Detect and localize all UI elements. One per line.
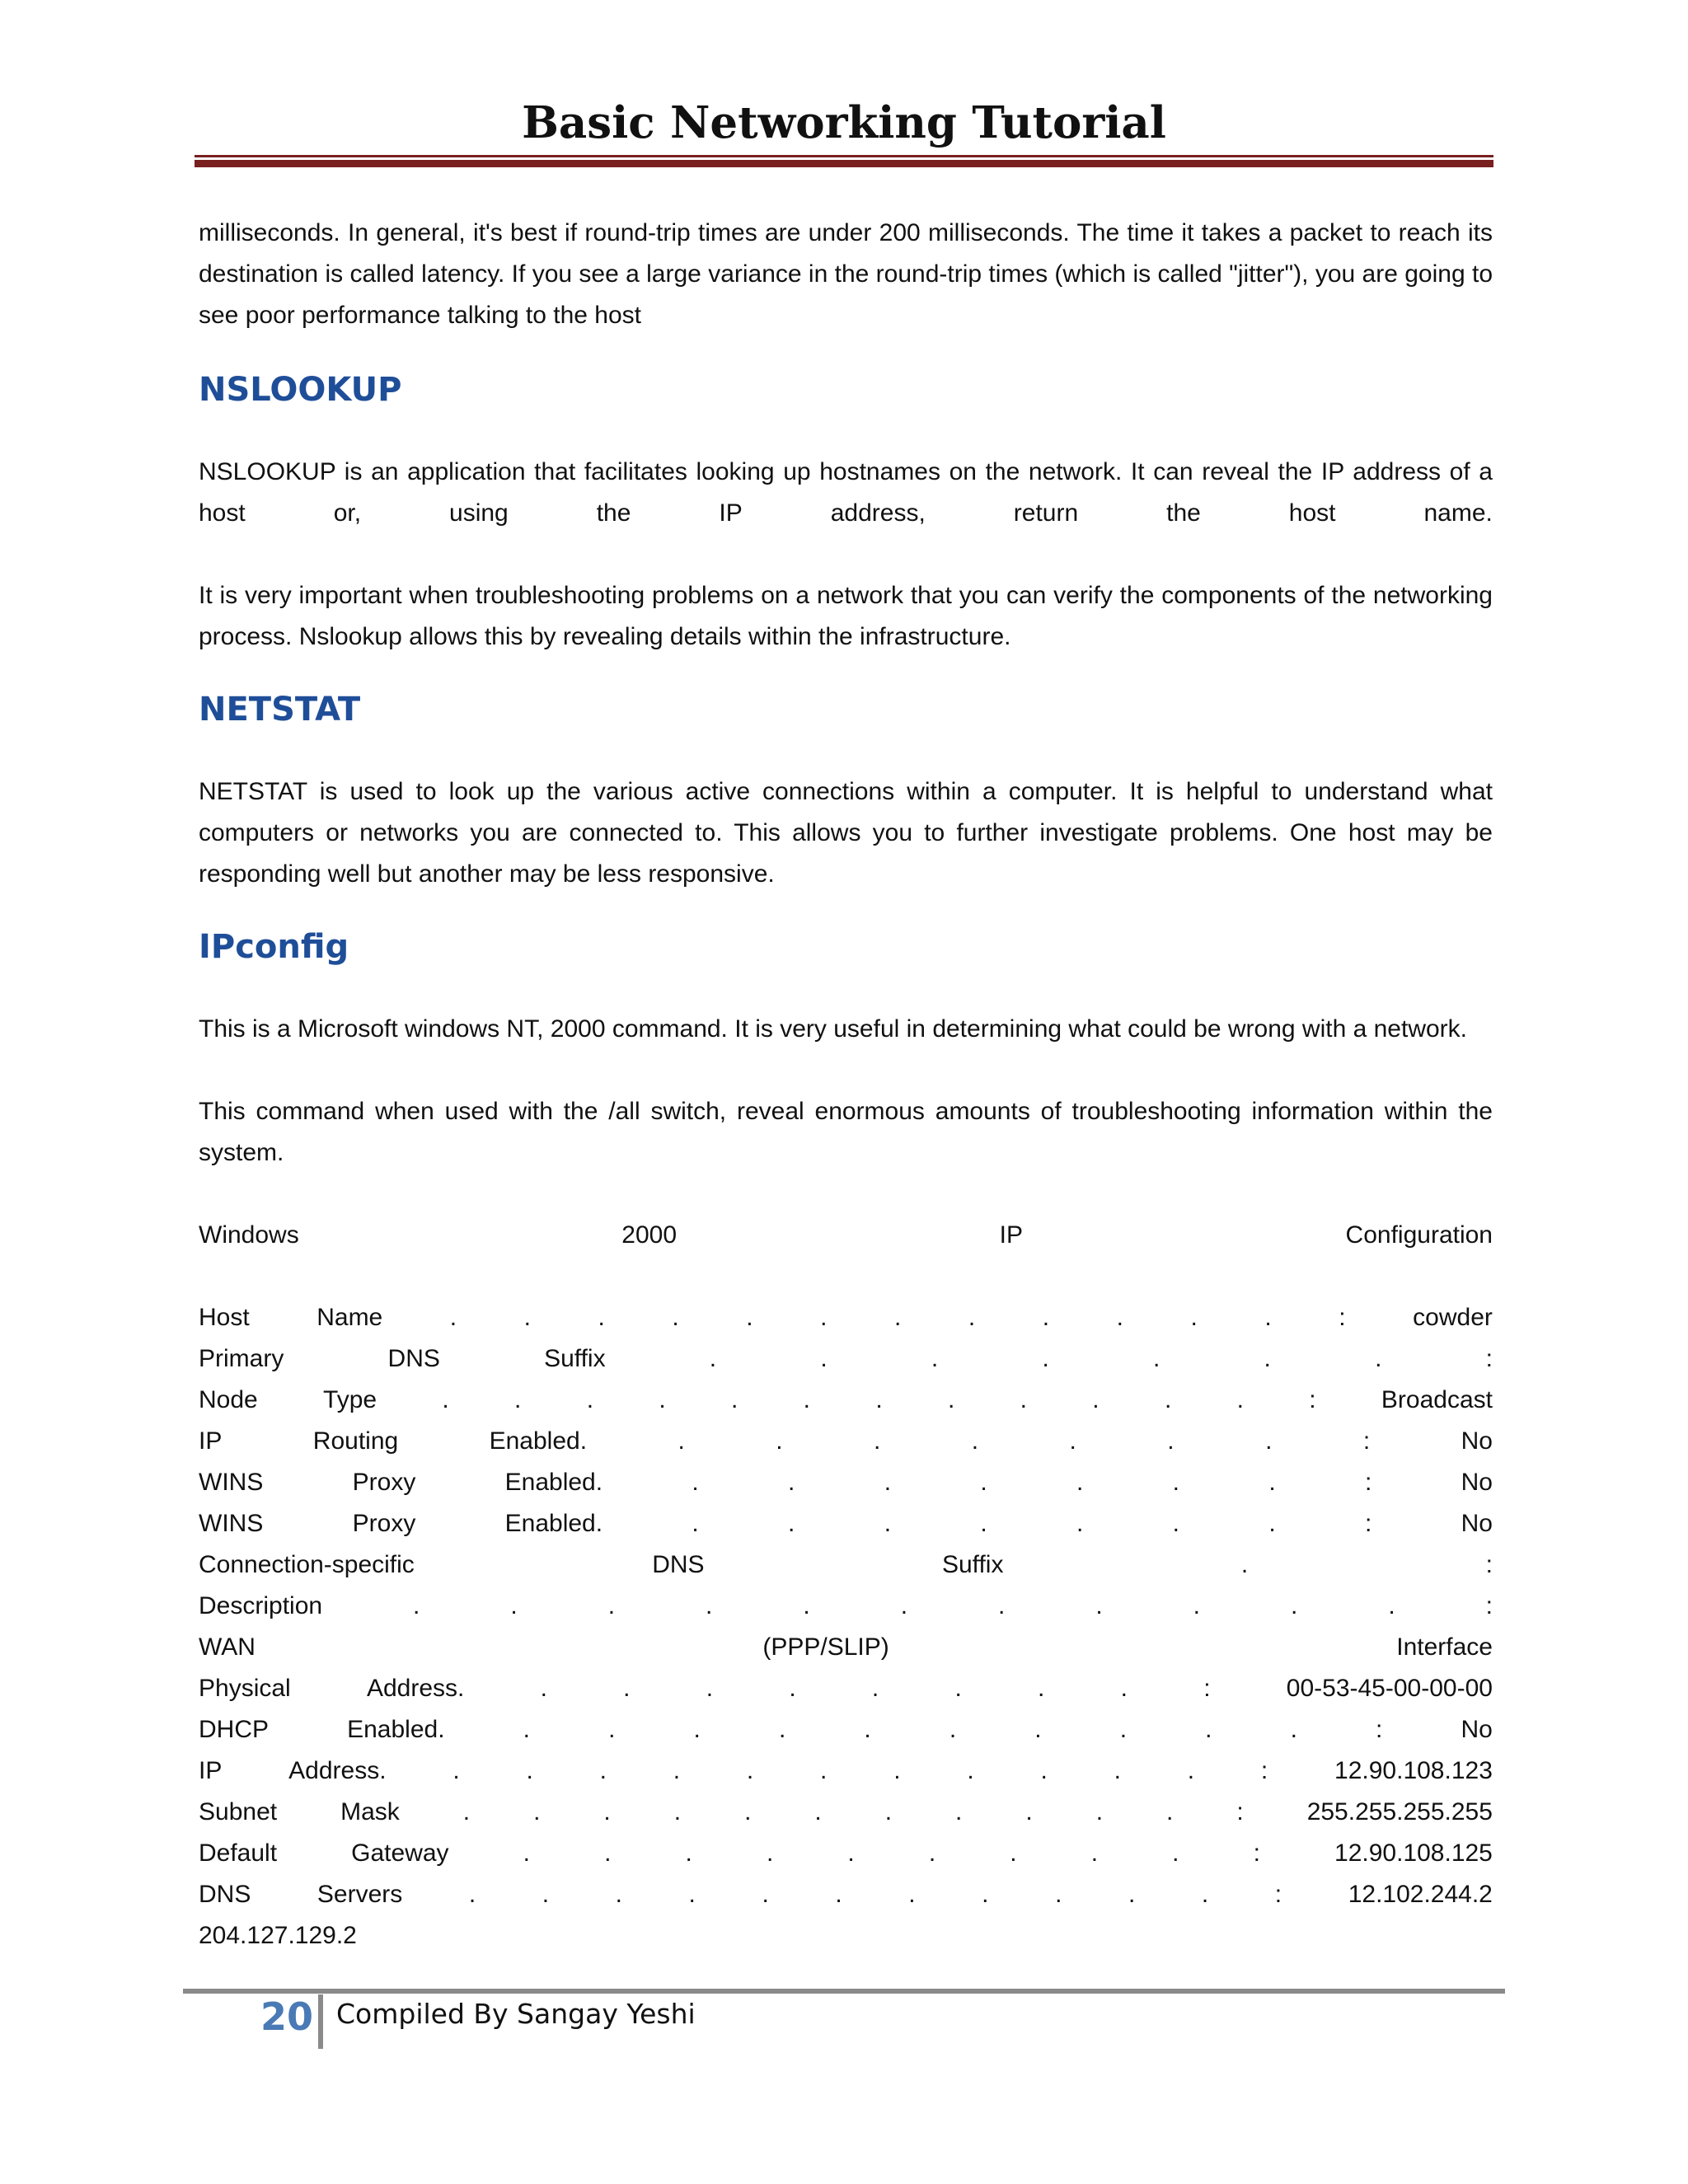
config-token: Host <box>199 1304 250 1331</box>
config-token: Suffix <box>941 1551 1004 1578</box>
config-token: Subnet <box>199 1798 278 1825</box>
config-row <box>199 1338 1493 1380</box>
config-token: . <box>688 1881 696 1908</box>
config-title-word: IP <box>999 1221 1023 1249</box>
config-token: . <box>659 1386 666 1413</box>
nslookup-word: IP <box>719 499 743 527</box>
nslookup-paragraph-2: It is very important when troubleshooting problems on a network that you can verify the components of the networking process. Nslookup allows this by revealing details within the infrastructure. <box>199 582 1493 650</box>
config-token: . <box>1055 1881 1062 1908</box>
config-token: . <box>788 1469 795 1496</box>
config-token: Proxy <box>352 1469 416 1496</box>
config-token: . <box>607 1592 616 1619</box>
config-token: . <box>673 1798 682 1825</box>
config-token: . <box>967 1757 974 1784</box>
config-token: . <box>623 1675 631 1702</box>
config-token: . <box>604 1840 612 1867</box>
config-token: . <box>820 1757 828 1784</box>
config-token: . <box>980 1510 987 1537</box>
config-token: No <box>1461 1510 1493 1537</box>
config-listing <box>199 1297 1493 1915</box>
config-token: : <box>1339 1304 1346 1331</box>
config-token: . <box>1038 1675 1045 1702</box>
config-token: Description <box>199 1592 323 1619</box>
config-token: . <box>510 1592 518 1619</box>
config-token: . <box>1025 1798 1033 1825</box>
nslookup-paragraph-1 <box>199 452 1493 534</box>
config-token: Physical <box>199 1675 291 1702</box>
config-token: . <box>980 1469 987 1496</box>
config-token: . <box>1240 1551 1249 1578</box>
config-token: . <box>1201 1881 1209 1908</box>
config-token: . <box>442 1386 449 1413</box>
config-token: . <box>540 1675 547 1702</box>
config-token: . <box>1076 1510 1084 1537</box>
config-token: . <box>1152 1345 1160 1372</box>
config-row <box>199 1586 1493 1627</box>
config-token: . <box>1268 1510 1276 1537</box>
nslookup-heading: NSLOOKUP <box>199 371 402 409</box>
config-token: . <box>1166 1798 1174 1825</box>
config-token: . <box>864 1716 871 1743</box>
config-token: . <box>1095 1592 1103 1619</box>
config-row <box>199 1380 1493 1421</box>
config-token: No <box>1461 1469 1493 1496</box>
config-row <box>199 1792 1493 1833</box>
config-token: . <box>608 1716 616 1743</box>
config-token: . <box>766 1840 774 1867</box>
config-row <box>199 1833 1493 1874</box>
config-token: . <box>803 1592 810 1619</box>
config-token: . <box>884 1798 893 1825</box>
config-token: . <box>1069 1427 1076 1455</box>
config-token: 12.90.108.123 <box>1334 1757 1493 1784</box>
nslookup-word: return <box>1013 499 1079 527</box>
config-token: . <box>523 1304 531 1331</box>
config-token: . <box>949 1716 957 1743</box>
config-row <box>199 1668 1493 1709</box>
config-row <box>199 1462 1493 1503</box>
config-token: Address. <box>288 1757 387 1784</box>
config-token: . <box>603 1798 611 1825</box>
config-token: . <box>468 1881 476 1908</box>
config-token: . <box>982 1881 989 1908</box>
nslookup-word: host <box>199 499 246 527</box>
config-token: : <box>1260 1757 1268 1784</box>
config-token: . <box>523 1716 530 1743</box>
config-token: . <box>971 1427 979 1455</box>
config-token: Node <box>199 1386 258 1413</box>
config-token: . <box>1264 1345 1271 1372</box>
footer-divider <box>318 1994 323 2049</box>
config-token: . <box>685 1840 692 1867</box>
config-token: . <box>1119 1716 1128 1743</box>
config-token: . <box>1172 1510 1180 1537</box>
config-token: . <box>998 1592 1006 1619</box>
config-token: . <box>1236 1386 1244 1413</box>
config-token: . <box>1291 1592 1298 1619</box>
config-token: WAN <box>199 1633 256 1661</box>
config-token: DHCP <box>199 1716 270 1743</box>
config-token: . <box>709 1345 717 1372</box>
config-token: (PPP/SLIP) <box>762 1633 889 1661</box>
config-token: DNS <box>387 1345 440 1372</box>
nslookup-word: the <box>596 499 631 527</box>
config-title-line <box>199 1215 1493 1256</box>
config-token: . <box>778 1716 786 1743</box>
config-token: IP <box>199 1427 223 1455</box>
config-token: . <box>789 1675 796 1702</box>
page-number: 20 <box>260 1994 314 2039</box>
config-token: . <box>1265 1427 1273 1455</box>
config-token: . <box>1388 1592 1395 1619</box>
nslookup-word: using <box>449 499 509 527</box>
ipconfig-paragraph-1: This is a Microsoft windows NT, 2000 command. It is very useful in determining what could be wrong with a network. <box>199 1015 1467 1043</box>
config-token: Type <box>323 1386 377 1413</box>
config-token: . <box>1010 1840 1017 1867</box>
config-token: DNS <box>199 1881 251 1908</box>
config-token: Enabled. <box>489 1427 588 1455</box>
config-token: . <box>1172 1840 1179 1867</box>
config-token: . <box>908 1881 916 1908</box>
config-token: DNS <box>652 1551 705 1578</box>
config-token: . <box>875 1386 883 1413</box>
nslookup-word: host <box>1288 499 1336 527</box>
config-token: . <box>900 1592 908 1619</box>
config-token: 255.255.255.255 <box>1306 1798 1493 1825</box>
config-token: No <box>1461 1427 1493 1455</box>
config-token: Address. <box>366 1675 465 1702</box>
config-token: Enabled. <box>504 1510 603 1537</box>
netstat-paragraph: NETSTAT is used to look up the various active connections within a computer. It is helpful to understand what computers or networks you are connected to. This allows you to further investigate problems. One host may be responding well but another may be less responsive. <box>199 778 1493 888</box>
config-token: . <box>449 1304 457 1331</box>
nslookup-word: address, <box>830 499 926 527</box>
config-token: . <box>1120 1675 1128 1702</box>
config-token: . <box>746 1304 753 1331</box>
config-token: . <box>954 1675 962 1702</box>
config-token: Servers <box>316 1881 403 1908</box>
config-row <box>199 1874 1493 1915</box>
config-token: 00-53-45-00-00-00 <box>1286 1675 1493 1702</box>
intro-paragraph: milliseconds. In general, it's best if round-trip times are under 200 milliseconds. The time it takes a packet to reach its destination is called latency. If you see a large variance in the round-trip times (which is called "jitter"), you are going to see poor performance talking to the host <box>199 219 1493 329</box>
config-token: . <box>673 1757 681 1784</box>
config-token: : <box>1236 1798 1244 1825</box>
config-token: : <box>1309 1386 1316 1413</box>
config-token: . <box>1040 1757 1048 1784</box>
config-token: WINS <box>199 1510 264 1537</box>
config-token: . <box>847 1840 855 1867</box>
config-token: . <box>598 1304 605 1331</box>
config-row <box>199 1750 1493 1792</box>
config-token: : <box>1485 1345 1493 1372</box>
nslookup-word: or, <box>333 499 362 527</box>
config-token: . <box>615 1881 622 1908</box>
config-token: . <box>1128 1881 1136 1908</box>
config-token: Primary <box>199 1345 284 1372</box>
config-token: : <box>1364 1510 1372 1537</box>
config-token: Suffix <box>544 1345 606 1372</box>
config-token: . <box>692 1510 699 1537</box>
config-token: . <box>1164 1386 1172 1413</box>
config-token: Connection-specific <box>199 1551 415 1578</box>
page-content <box>199 213 1493 1957</box>
config-token: . <box>1187 1757 1195 1784</box>
config-token: Mask <box>340 1798 400 1825</box>
config-token: . <box>931 1345 939 1372</box>
config-token: : <box>1274 1881 1282 1908</box>
config-token: No <box>1461 1716 1493 1743</box>
config-token: : <box>1203 1675 1211 1702</box>
config-token: . <box>514 1386 522 1413</box>
config-token: . <box>678 1427 685 1455</box>
config-row <box>199 1503 1493 1544</box>
config-token: . <box>1375 1345 1382 1372</box>
config-token: . <box>693 1716 701 1743</box>
config-token: . <box>1167 1427 1175 1455</box>
config-last-line <box>199 1915 1493 1957</box>
nslookup-word: name. <box>1423 499 1493 527</box>
config-token: : <box>1362 1427 1371 1455</box>
config-token: . <box>1090 1840 1099 1867</box>
netstat-heading: NETSTAT <box>199 691 361 729</box>
config-token: 12.90.108.125 <box>1334 1840 1493 1867</box>
config-token: . <box>1076 1469 1084 1496</box>
config-token: . <box>452 1757 460 1784</box>
config-token: . <box>523 1840 530 1867</box>
config-token: . <box>893 1757 901 1784</box>
config-token: IP <box>199 1757 223 1784</box>
config-row <box>199 1297 1493 1338</box>
config-token: Name <box>316 1304 383 1331</box>
config-token: . <box>1172 1469 1180 1496</box>
config-token: Enabled. <box>347 1716 445 1743</box>
config-token: . <box>1020 1386 1027 1413</box>
config-token: . <box>762 1881 769 1908</box>
config-token: . <box>955 1798 963 1825</box>
config-token: . <box>542 1881 550 1908</box>
config-token: . <box>788 1510 795 1537</box>
config-token: Proxy <box>352 1510 416 1537</box>
config-token: . <box>462 1798 471 1825</box>
config-token: . <box>1042 1345 1049 1372</box>
config-token: . <box>776 1427 783 1455</box>
config-token: 12.102.244.2 <box>1348 1881 1493 1908</box>
config-token: Interface <box>1396 1633 1493 1661</box>
nslookup-p1-line2 <box>199 493 1493 534</box>
config-token: . <box>692 1469 699 1496</box>
config-row <box>199 1709 1493 1750</box>
config-row <box>199 1421 1493 1462</box>
config-token: . <box>820 1345 828 1372</box>
config-token: . <box>744 1798 752 1825</box>
config-token: . <box>1034 1716 1042 1743</box>
config-token: WINS <box>199 1469 264 1496</box>
page-header-title: Basic Networking Tutorial <box>522 97 1166 148</box>
config-token: : <box>1485 1592 1493 1619</box>
config-token: Default <box>199 1840 278 1867</box>
config-token: . <box>874 1427 881 1455</box>
config-token: Gateway <box>351 1840 449 1867</box>
config-token: . <box>820 1304 828 1331</box>
config-token: . <box>884 1510 892 1537</box>
nslookup-word: the <box>1166 499 1201 527</box>
config-token: . <box>586 1386 594 1413</box>
config-token: . <box>947 1386 955 1413</box>
config-last-value: 204.127.129.2 <box>199 1922 357 1949</box>
header-rule-thin <box>195 155 1493 157</box>
config-token: . <box>928 1840 936 1867</box>
config-token: . <box>871 1675 879 1702</box>
config-token: . <box>1264 1304 1272 1331</box>
config-row <box>199 1627 1493 1668</box>
config-title-word: Windows <box>199 1221 299 1249</box>
config-token: : <box>1364 1469 1372 1496</box>
config-token: . <box>706 1675 714 1702</box>
config-token: . <box>803 1386 811 1413</box>
config-title-word: 2000 <box>621 1221 678 1249</box>
config-token: . <box>968 1304 976 1331</box>
config-token: . <box>1193 1592 1201 1619</box>
config-token: . <box>894 1304 902 1331</box>
config-token: . <box>814 1798 822 1825</box>
config-token: . <box>599 1757 607 1784</box>
config-token: . <box>413 1592 420 1619</box>
config-token: . <box>884 1469 892 1496</box>
config-token: . <box>1095 1798 1104 1825</box>
config-token: . <box>1205 1716 1212 1743</box>
config-row <box>199 1544 1493 1586</box>
config-token: . <box>1042 1304 1050 1331</box>
config-token: : <box>1485 1551 1493 1578</box>
config-title-word: Configuration <box>1345 1221 1493 1249</box>
config-token: . <box>746 1757 754 1784</box>
config-token: . <box>706 1592 713 1619</box>
config-token: . <box>1116 1304 1123 1331</box>
config-token: . <box>1268 1469 1276 1496</box>
nslookup-p1-line1: NSLOOKUP is an application that facilitates looking up hostnames on the network. It can reveal the IP address of a <box>199 458 1493 485</box>
footer-rule <box>183 1989 1505 1994</box>
config-token: . <box>835 1881 842 1908</box>
config-token: Enabled. <box>504 1469 603 1496</box>
config-token: . <box>526 1757 533 1784</box>
config-token: Broadcast <box>1381 1386 1493 1413</box>
config-token: . <box>1290 1716 1297 1743</box>
config-token: : <box>1376 1716 1383 1743</box>
footer-credit: Compiled By Sangay Yeshi <box>336 1998 696 2030</box>
ipconfig-heading: IPconfig <box>199 928 349 966</box>
config-token: . <box>1092 1386 1100 1413</box>
ipconfig-paragraph-2: This command when used with the /all switch, reveal enormous amounts of troubleshooting information within the system. <box>199 1098 1493 1166</box>
config-token: . <box>731 1386 738 1413</box>
config-token: : <box>1253 1840 1260 1867</box>
config-token: . <box>1190 1304 1198 1331</box>
config-token: . <box>1114 1757 1121 1784</box>
config-token: . <box>672 1304 679 1331</box>
config-token: cowder <box>1413 1304 1493 1331</box>
config-token: . <box>533 1798 541 1825</box>
header-rule-thick <box>195 160 1493 167</box>
config-token: Routing <box>312 1427 399 1455</box>
